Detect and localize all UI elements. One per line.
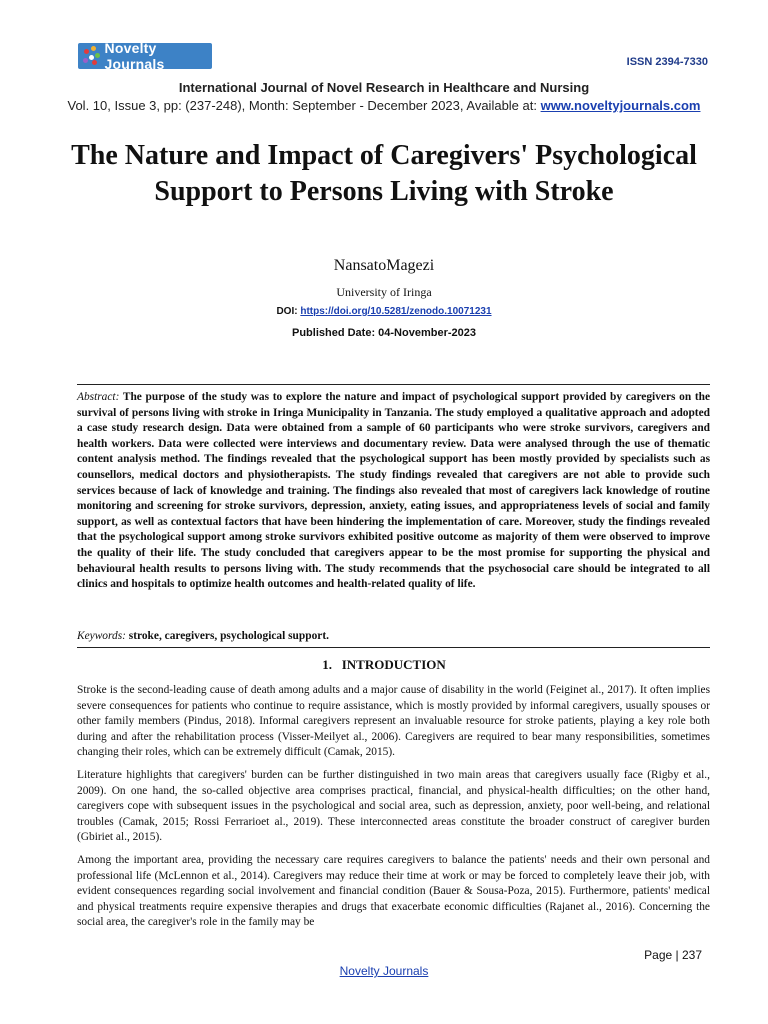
abstract (77, 390, 710, 593)
article-title: The Nature and Impact of Caregivers' Psychological Support to Persons Living with Stroke (71, 140, 697, 207)
paragraph-3: Among the important area, providing the necessary care requires caregivers to balance the patients' needs and their own personal and professional life (McLennon et al., 2014). Caregivers may reduce their time at work or may be forced to completely leave their job, with evident consequences regarding social involvement and financial condition (Bauer & Sousa-Poza, 2015). Furthermore, patients' medical and physical treatments require expensive therapies and drugs that exacerbate economic difficulties (Rajanet al., 2016). Concerning the social area, the caregiver's role in the family may be (77, 854, 710, 929)
journal-url-link[interactable]: www.noveltyjournals.com (540, 98, 701, 113)
paragraph-1: Stroke is the second-leading cause of death among adults and a major cause of disability in the world (Feiginet al., 2017). It often implies severe consequences for patients who continue to require assistance, which is mostly provided by informal caregivers, usually spouses or other family members (Pindus, 2018). Informal caregivers represent an invaluable resource for stroke patients, playing a key role both during and after the rehabilitation process (Visser-Meilyet al., 2006). Caregivers are required to bear many responsibilities, sometimes changing their roles, which can be extremely difficult (Camak, 2015). (77, 684, 710, 759)
published-date: Published Date: 04-November-2023 (291, 327, 476, 339)
journal-meta-text: Vol. 10, Issue 3, pp: (237-248), Month: September - December 2023, Available at: (67, 98, 541, 113)
paragraph-2: Literature highlights that caregivers' burden can be further distinguished in two main areas that caregivers usually face (Rigby et al., 2009). On one hand, the so-called objective area comprises practical, financial, and physical-health difficulties; on the other hand, caregivers cope with subsequent issues in the psychological and social area, such as depression, anxiety, poor well-being, and relational troubles (Camak, 2015; Rossi Ferrarioet al., 2019). These interconnected areas constitute the broader construct of caregiver burden (Gbiriet al., 2015). (77, 769, 710, 844)
keywords (77, 629, 710, 644)
logo-text: Novelty Journals (104, 40, 165, 72)
abstract-bottom-rule (77, 647, 710, 648)
abstract-label: Abstract: (77, 391, 120, 403)
keywords-text: stroke, caregivers, psychological support. (125, 630, 329, 642)
keywords-label: Keywords: (77, 630, 126, 642)
page-number: Page | 237 (644, 948, 702, 962)
journal-meta (0, 98, 768, 113)
molecule-icon (82, 46, 101, 66)
author-name: NansatoMagezi (333, 257, 435, 274)
journal-name: International Journal of Novel Research in Healthcare and Nursing (178, 80, 590, 95)
abstract-text: The purpose of the study was to explore the nature and impact of psychological support provided by caregivers on the survival of persons living with stroke in Iringa Municipality in Tanzania. The study employed a qualitative approach and adopted a case study research design. Data were obtained from a sample of 60 participants who were stroke survivors, caregivers and health workers. Data were collected were interviews and documentary review. Data were analysed through the use of thematic content analysis method. The findings revealed that the psychological support has been mostly provided by specialists such as counsellors, medical doctors and physiotherapists. The study findings revealed that caregivers are not able to provide such services because of lack of knowledge and training. The findings also revealed that most of caregivers lack knowledge of routine monitoring and screening for stroke survivors, depression, anxiety, eating issues, and appropriateness levels of social and family support, as well as contextual factors that have been hindering the implementation of care. Moreover, study the findings revealed that the psychological support among stroke survivors exhibited positive outcome as majority of them were observed to improve the quality of their life. The study concluded that caregivers appear to be the most promise for supporting the physical and behavioural health results to persons living with. The study recommends that the psychosocial care should be integrated to all clinics and hospitals to optimize health outcomes and health-related quality of life. (77, 391, 710, 591)
doi-label: DOI: (276, 306, 301, 317)
doi-link[interactable]: https://doi.org/10.5281/zenodo.10071231 (300, 306, 492, 317)
author-affiliation: University of Iringa (336, 285, 432, 299)
section-heading: 1. INTRODUCTION (322, 657, 446, 672)
abstract-top-rule (77, 384, 710, 385)
novelty-journals-logo[interactable] (78, 40, 212, 72)
doi-line (0, 306, 768, 317)
footer-publisher-link[interactable]: Novelty Journals (339, 964, 429, 978)
issn: ISSN 2394-7330 (626, 56, 708, 68)
